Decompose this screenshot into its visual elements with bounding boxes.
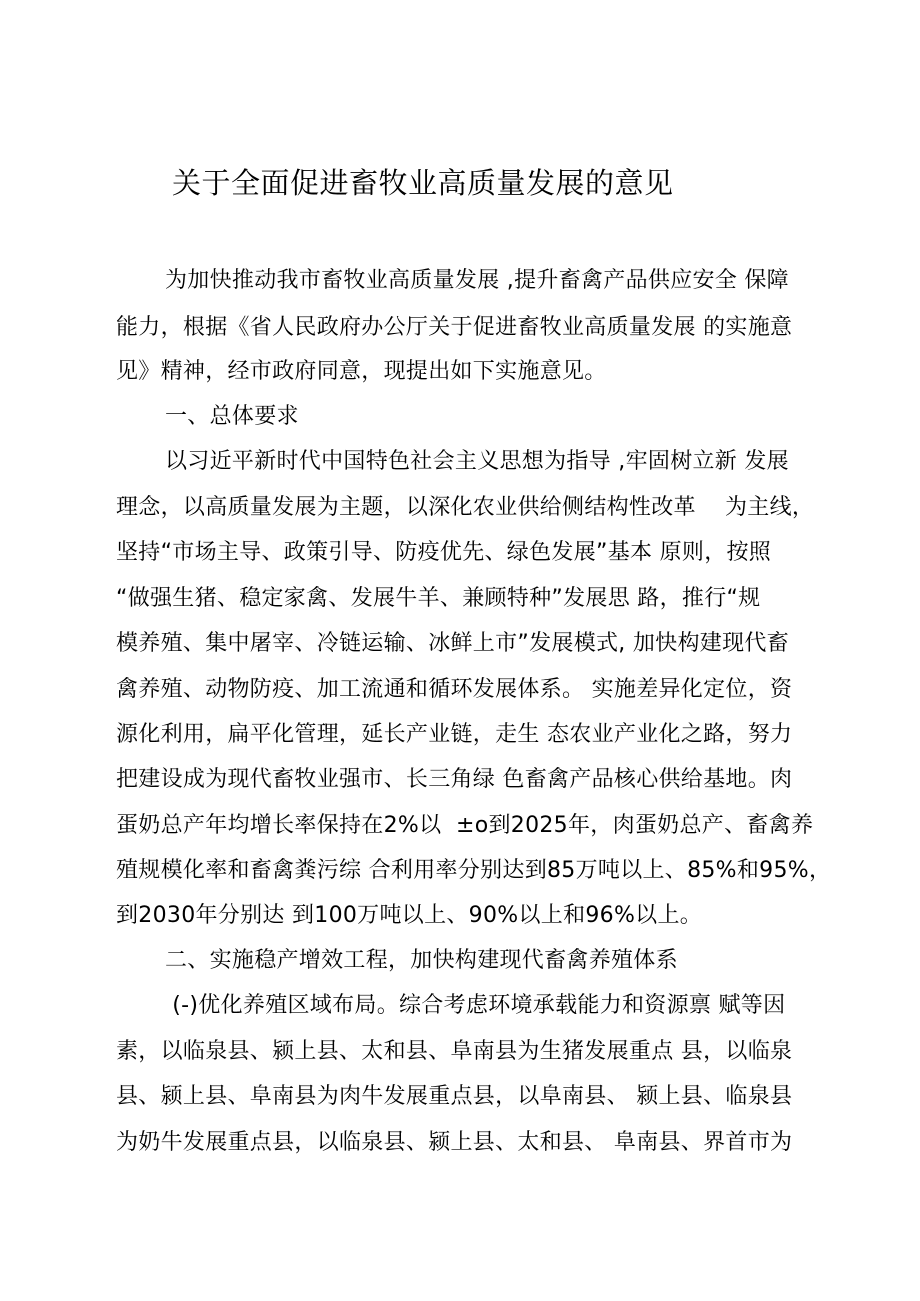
paragraph-line: 为加快推动我市畜牧业高质量发展 ,提升畜禽产品供应安全 保障 <box>165 268 789 293</box>
paragraph-line: 蛋奶总产年均增长率保持在2%以 ±o到2025年，肉蛋奶总产、畜禽养 <box>116 813 814 838</box>
paragraph-line: 到2030年分别达 到100万吨以上、90%以上和96%以上。 <box>116 903 703 928</box>
paragraph-line: 以习近平新时代中国特色社会主义思想为指导 ,牢固树立新 发展 <box>165 449 789 474</box>
paragraph-line: 坚持“市场主导、政策引导、防疫优先、绿色发展”基本 原则，按照 <box>116 540 772 565</box>
paragraph-line: 见》精神，经市政府同意，现提出如下实施意见。 <box>116 359 607 384</box>
paragraph-line: 县、颍上县、阜南县为肉牛发展重点县，以阜南县、 颍上县、临泉县 <box>116 1084 793 1109</box>
paragraph-line: 殖规模化率和畜禽粪污综 合利用率分别达到85万吨以上、85%和95%， <box>116 858 832 883</box>
paragraph-line: 理念，以高质量发展为主题，以深化农业供给侧结构性改革 为主线， <box>116 495 815 520</box>
paragraph-line: 模养殖、集中屠宰、冷链运输、冰鲜上市”发展模式, 加快构建现代畜 <box>116 631 789 656</box>
paragraph-line: 禽养殖、动物防疫、加工流通和循环发展体系。 实施差异化定位，资 <box>116 677 793 702</box>
paragraph-line: 素，以临泉县、颍上县、太和县、阜南县为生猪发展重点 县，以临泉 <box>116 1039 793 1064</box>
section-heading: 一、总体要求 <box>165 404 299 429</box>
paragraph-line: (-)优化养殖区域布局。综合考虑环境承载能力和资源禀 赋等因 <box>165 993 786 1018</box>
document-title: 关于全面促进畜牧业高质量发展的意见 <box>172 166 674 200</box>
paragraph-line: 能力，根据《省人民政府办公厅关于促进畜牧业高质量发展 的实施意 <box>116 315 793 340</box>
section-heading: 二、实施稳产增效工程，加快构建现代畜禽养殖体系 <box>165 948 678 973</box>
paragraph-line: 为奶牛发展重点县，以临泉县、颍上县、太和县、 阜南县、界首市为 <box>116 1130 793 1155</box>
paragraph-line: 源化利用，扁平化管理，延长产业链，走生 态农业产业化之路，努力 <box>116 722 793 747</box>
paragraph-line: “做强生猪、稳定家禽、发展牛羊、兼顾特种”发展思 路，推行“规 <box>116 586 761 611</box>
paragraph-line: 把建设成为现代畜牧业强市、长三角绿 色畜禽产品核心供给基地。肉 <box>116 767 793 792</box>
